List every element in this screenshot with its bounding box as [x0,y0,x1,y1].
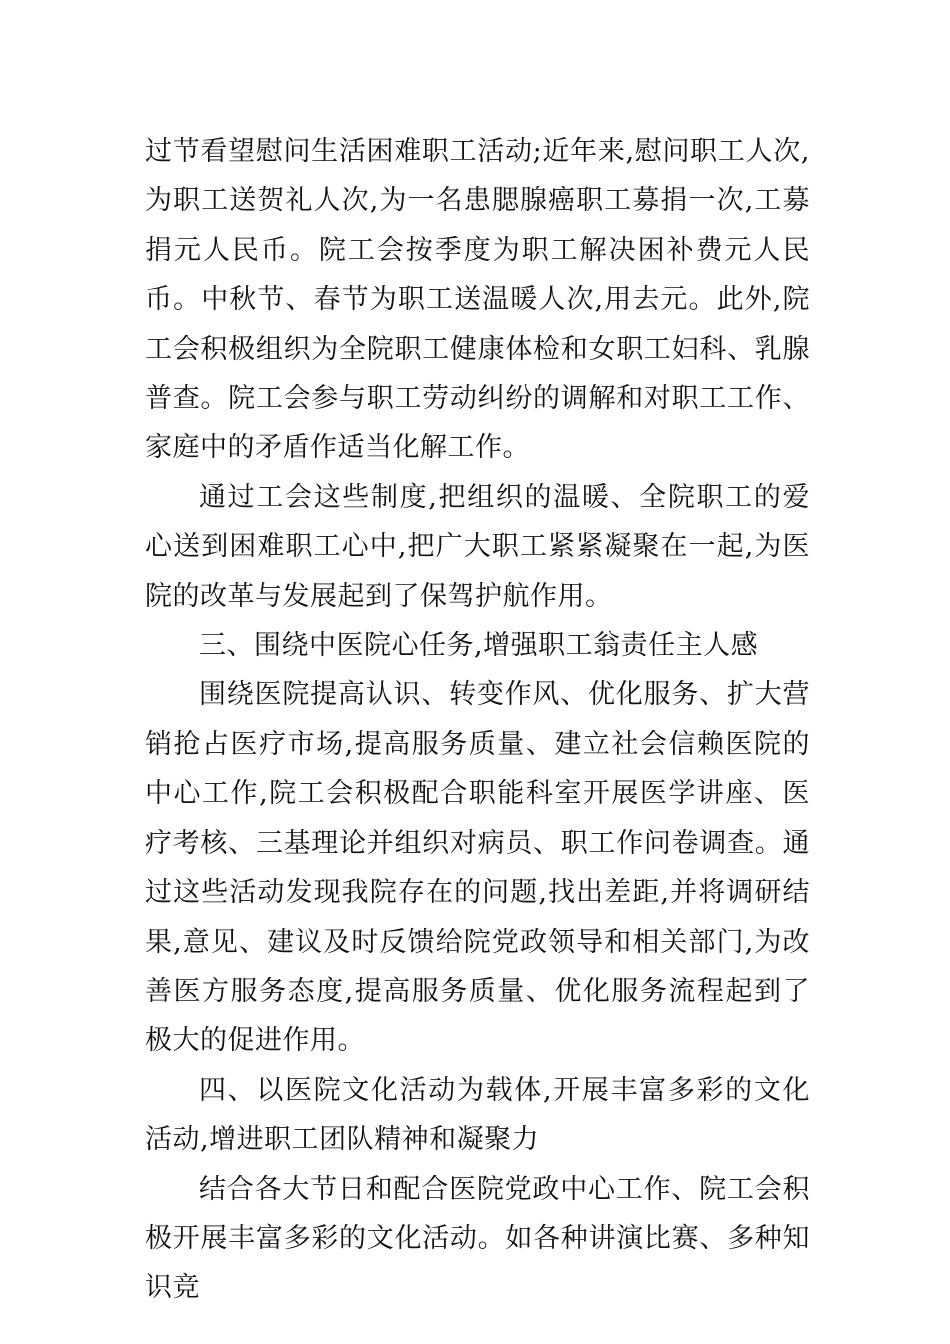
paragraph-union-warmth: 通过工会这些制度,把组织的温暖、全院职工的爱心送到困难职工心中,把广大职工紧紧凝聚在一起,为医院的改革与发展起到了保驾护航作用。 [145,481,810,612]
paragraph-cultural-activities: 结合各大节日和配合医院党政中心工作、院工会积极开展丰富多彩的文化活动。如各种讲演比赛、多种知识竞 [145,1173,810,1304]
paragraph-hardship-visits: 过节看望慰问生活困难职工活动;近年来,慰问职工人次,为职工送贺礼人次,为一名患腮腺癌职工募捐一次,工募捐元人民币。院工会按季度为职工解决困补费元人民币。中秋节、春节为职工送温暖人次,用去元。此外,院工会积极组织为全院职工健康体检和女职工妇科、乳腺普查。院工会参与职工劳动纠纷的调解和对职工工作、家庭中的矛盾作适当化解工作。 [145,136,810,464]
section-heading-four: 四、以医院文化活动为载体,开展丰富多彩的文化活动,增进职工团队精神和凝聚力 [145,1074,810,1156]
paragraph-hospital-center-work: 围绕医院提高认识、转变作风、优化服务、扩大营销抢占医疗市场,提高服务质量、建立社会信赖医院的中心工作,院工会积极配合职能科室开展医学讲座、医疗考核、三基理论并组织对病员、职工作问卷调查。通过这些活动发现我院存在的问题,找出差距,并将调研结果,意见、建议及时反馈给院党政领导和相关部门,为改善医方服务态度,提高服务质量、优化服务流程起到了极大的促进作用。 [145,679,810,1057]
document-body [145,127,810,1313]
section-heading-three: 三、围绕中医院心任务,增强职工翁责任主人感 [199,630,759,662]
